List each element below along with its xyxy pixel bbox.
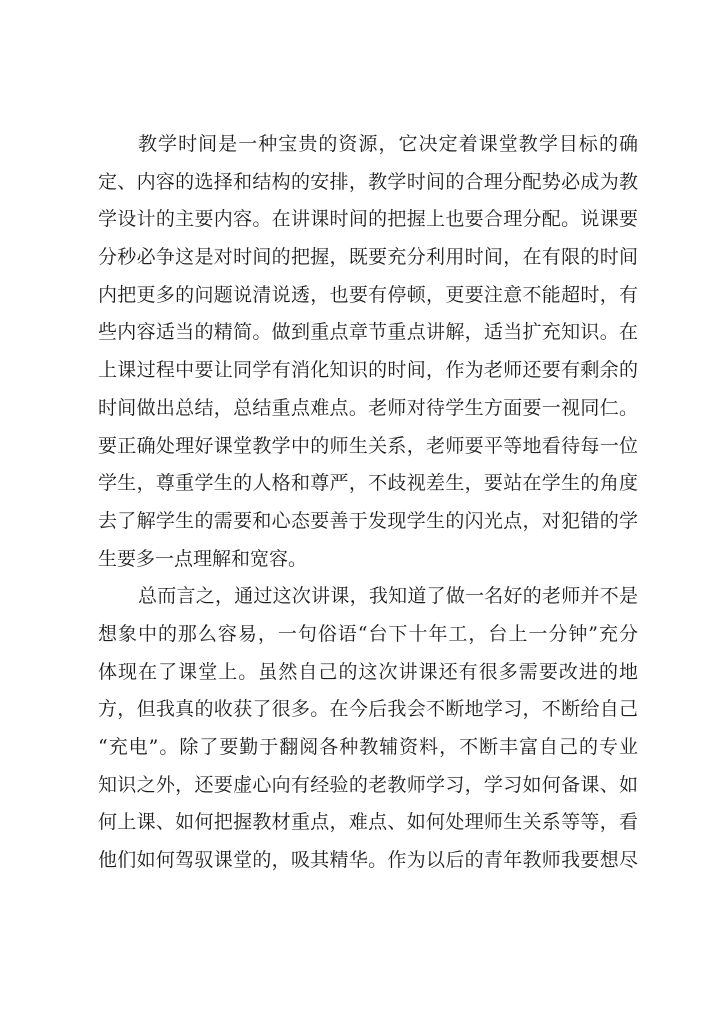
text-line: 生要多一点理解和宽容。 bbox=[98, 547, 308, 570]
text-line: 要正确处理好课堂教学中的师生关系，老师要平等地看待每一位 bbox=[98, 434, 638, 457]
text-line: 些内容适当的精简。做到重点章节重点讲解，适当扩充知识。在 bbox=[98, 321, 638, 344]
text-line: 知识之外，还要虚心向有经验的老教师学习，学习如何备课、如 bbox=[98, 773, 638, 796]
text-line: 教学时间是一种宝贵的资源，它决定着课堂教学目标的确 bbox=[138, 133, 638, 155]
text-line: 何上课、如何把握教材重点，难点、如何处理师生关系等等，看 bbox=[98, 811, 638, 834]
text-line: 学设计的主要内容。在讲课时间的把握上也要合理分配。说课要 bbox=[98, 208, 638, 231]
text-line: 分秒必争这是对时间的把握，既要充分利用时间，在有限的时间 bbox=[98, 246, 638, 269]
text-line: 体现在了课堂上。虽然自己的这次讲课还有很多需要改进的地 bbox=[98, 660, 638, 683]
text-line: 想象中的那么容易，一句俗语“台下十年工，台上一分钟”充分 bbox=[98, 622, 638, 645]
paragraph-1 bbox=[98, 126, 638, 578]
document-body bbox=[98, 126, 638, 880]
text-line: 学生，尊重学生的人格和尊严，不歧视差生，要站在学生的角度 bbox=[98, 472, 638, 495]
text-line: 他们如何驾驭课堂的，吸其精华。作为以后的青年教师我要想尽 bbox=[98, 849, 638, 872]
text-line: 时间做出总结，总结重点难点。老师对待学生方面要一视同仁。 bbox=[98, 396, 638, 419]
text-line: 内把更多的问题说清说透，也要有停顿，更要注意不能超时，有 bbox=[98, 283, 638, 306]
text-line: 总而言之，通过这次讲课，我知道了做一名好的老师并不是 bbox=[138, 585, 638, 608]
text-line: 方，但我真的收获了很多。在今后我会不断地学习，不断给自己 bbox=[98, 698, 638, 721]
paragraph-2 bbox=[98, 578, 638, 880]
text-line: “充电”。除了要勤于翻阅各种教辅资料，不断丰富自己的专业 bbox=[98, 736, 638, 758]
text-line: 上课过程中要让同学有消化知识的时间，作为老师还要有剩余的 bbox=[98, 359, 638, 382]
text-line: 定、内容的选择和结构的安排，教学时间的合理分配势必成为教 bbox=[98, 170, 638, 193]
text-line: 去了解学生的需要和心态要善于发现学生的闪光点，对犯错的学 bbox=[98, 509, 638, 532]
